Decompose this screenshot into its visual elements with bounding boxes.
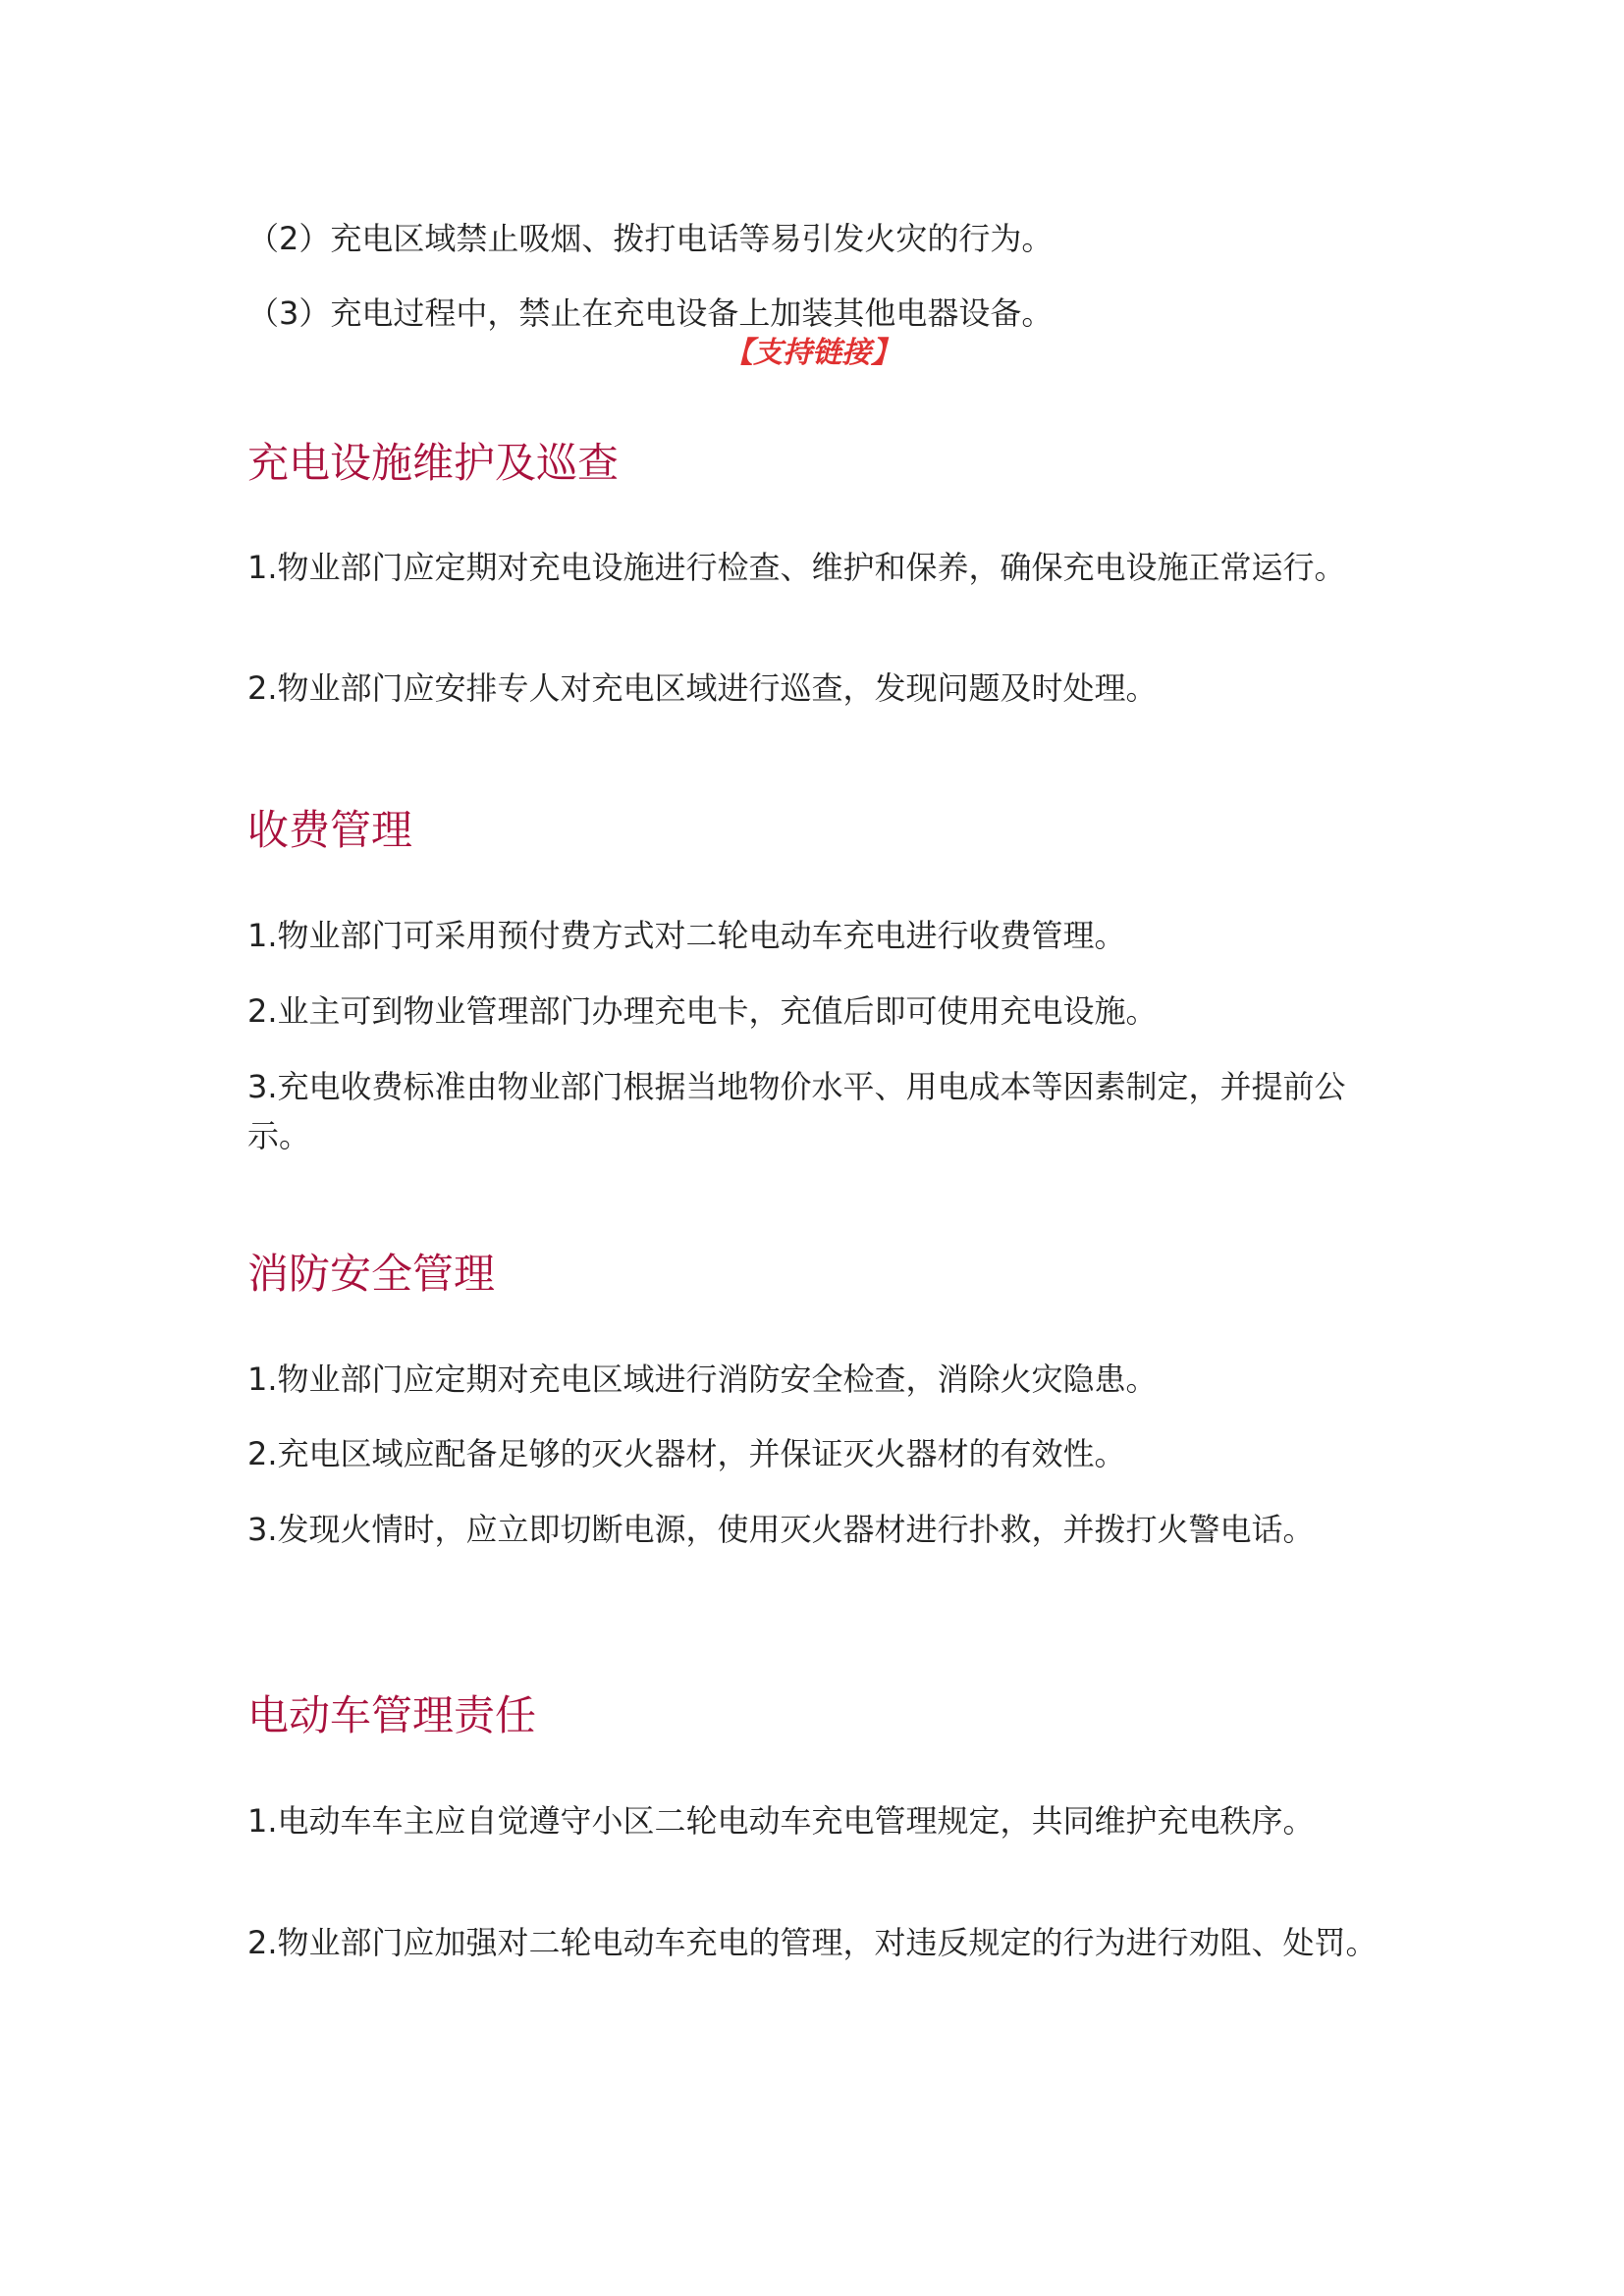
section-fire-safety-item-3: 3.发现火情时，应立即切断电源，使用灭火器材进行扑救，并拨打火警电话。 <box>247 1511 1315 1548</box>
section-fees-item-2: 2.业主可到物业管理部门办理充电卡，充值后即可使用充电设施。 <box>247 992 1158 1030</box>
section-heading-fire-safety: 消防安全管理 <box>247 1250 496 1298</box>
section-fire-safety-item-1: 1.物业部门应定期对充电区域进行消防安全检查，消除火灾隐患。 <box>247 1361 1158 1398</box>
section-heading-maintenance: 充电设施维护及巡查 <box>247 439 620 487</box>
section-fees-item-1: 1.物业部门可采用预付费方式对二轮电动车充电进行收费管理。 <box>247 917 1126 954</box>
support-link[interactable]: 【支持链接】 <box>724 336 900 370</box>
section-maintenance-item-1: 1.物业部门应定期对充电设施进行检查、维护和保养，确保充电设施正常运行。 <box>247 549 1346 586</box>
intro-item-3: （3）充电过程中，禁止在充电设备上加装其他电器设备。 <box>247 294 1054 332</box>
section-responsibility-item-2: 2.物业部门应加强对二轮电动车充电的管理，对违反规定的行为进行劝阻、处罚。 <box>247 1924 1378 1961</box>
section-heading-fees: 收费管理 <box>247 806 413 854</box>
intro-item-2: （2）充电区域禁止吸烟、拨打电话等易引发火灾的行为。 <box>247 220 1054 257</box>
section-fire-safety-item-2: 2.充电区域应配备足够的灭火器材，并保证灭火器材的有效性。 <box>247 1435 1126 1472</box>
section-responsibility-item-1: 1.电动车车主应自觉遵守小区二轮电动车充电管理规定，共同维护充电秩序。 <box>247 1802 1315 1840</box>
section-heading-responsibility: 电动车管理责任 <box>247 1691 537 1739</box>
section-fees-item-3: 3.充电收费标准由物业部门根据当地物价水平、用电成本等因素制定，并提前公示。 <box>247 1068 1346 1154</box>
section-maintenance-item-2: 2.物业部门应安排专人对充电区域进行巡查，发现问题及时处理。 <box>247 669 1158 707</box>
